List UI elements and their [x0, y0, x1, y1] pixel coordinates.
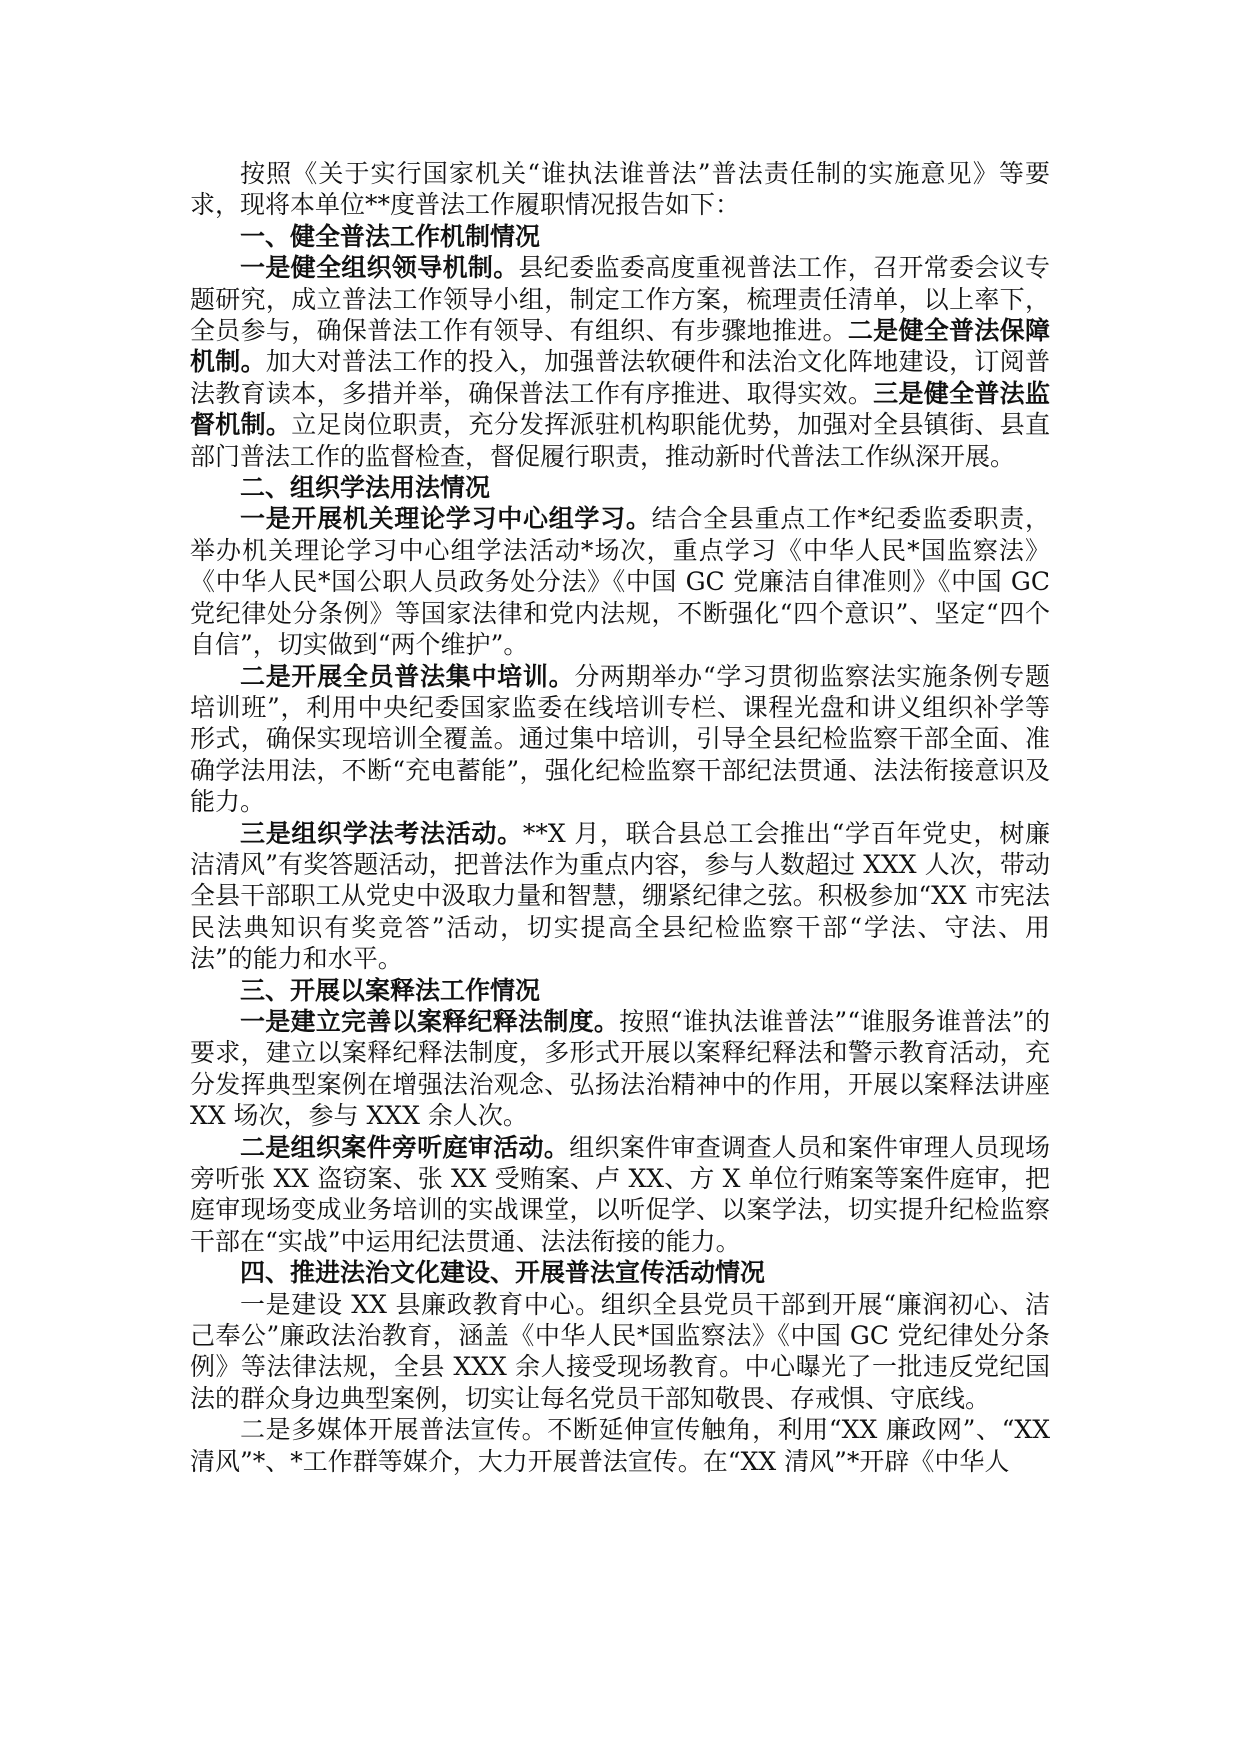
- section-heading-1: 一、健全普法工作机制情况: [240, 221, 541, 251]
- body-text: 立足岗位职责，充分发挥派驻机构职能优势，加强对全县镇街、县直部门普法工作的监督检查，督促履行职责，推动新时代普法工作纵深开展。: [190, 410, 1050, 471]
- bold-lead: 一是建立完善以案释纪释法制度。: [240, 1006, 620, 1036]
- body-text: 加大对普法工作的投入，加强普法软硬件和法治文化阵地建设，订阅普法教育读本，多措并举，确保普法工作有序推进、取得实效。: [190, 347, 1050, 408]
- bold-lead: 二是健全普法保障机制。: [190, 316, 1050, 377]
- section-4-paragraph-1: 一是建设 XX 县廉政教育中心。组织全县党员干部到开展“廉润初心、洁己奉公”廉政法治教育，涵盖《中华人民*国监察法》《中国 GC 党纪律处分条例》等法律法规，全县 XXX 余人接受现场教育。中心曝光了一批违反党纪国法的群众身边典型案例，切实让每名党员干部知敬畏、存戒惧、守底线。: [190, 1289, 1050, 1413]
- intro-paragraph: 按照《关于实行国家机关“谁执法谁普法”普法责任制的实施意见》等要求，现将本单位**度普法工作履职情况报告如下：: [190, 159, 1050, 220]
- body-text: 县纪委监委高度重视普法工作，召开常委会议专题研究，成立普法工作领导小组，制定工作方案，梳理责任清单，以上率下，全员参与，确保普法工作有领导、有组织、有步骤地推进。: [190, 253, 1050, 346]
- document-body: [190, 158, 1050, 1477]
- body-text: 组织案件审查调查人员和案件审理人员现场旁听张 XX 盗窃案、张 XX 受贿案、卢 XX、方 X 单位行贿案等案件庭审，把庭审现场变成业务培训的实战课堂，以听促学、以案学法，切实提升纪检监察干部在“实战”中运用纪法贯通、法法衔接的能力。: [190, 1132, 1050, 1256]
- bold-lead: 三是组织学法考法活动。: [240, 818, 523, 848]
- bold-lead: 一是开展机关理论学习中心组学习。: [240, 504, 652, 534]
- bold-lead: 一是健全组织领导机制。: [240, 253, 519, 283]
- section-3-paragraph-2: [190, 1132, 1050, 1258]
- body-text: 分两期举办“学习贯彻监察法实施条例专题培训班”，利用中央纪委国家监委在线培训专栏、课程光盘和讲义组织补学等形式，确保实现培训全覆盖。通过集中培训，引导全县纪检监察干部全面、准确学法用法，不断“充电蓄能”，强化纪检监察干部纪法贯通、法法衔接意识及能力。: [190, 661, 1050, 817]
- section-3-paragraph-1: [190, 1006, 1050, 1132]
- section-1-paragraph: [190, 252, 1050, 472]
- section-2-paragraph-2: [190, 661, 1050, 818]
- body-text: 按照“谁执法谁普法”“谁服务谁普法”的要求，建立以案释纪释法制度，多形式开展以案释纪释法和警示教育活动，充分发挥典型案例在增强法治观念、弘扬法治精神中的作用，开展以案释法讲座 XX 场次，参与 XXX 余人次。: [190, 1006, 1050, 1131]
- section-4-paragraph-2: 二是多媒体开展普法宣传。不断延伸宣传触角，利用“XX 廉政网”、“XX 清风”*、*工作群等媒介，大力开展普法宣传。在“XX 清风”*开辟《中华人: [190, 1415, 1050, 1476]
- section-2-paragraph-1: [190, 503, 1050, 660]
- bold-lead: 二是开展全员普法集中培训。: [240, 661, 575, 691]
- section-2-paragraph-3: [190, 818, 1050, 975]
- section-heading-4: 四、推进法治文化建设、开展普法宣传活动情况: [240, 1258, 766, 1288]
- section-heading-2: 二、组织学法用法情况: [240, 473, 491, 503]
- section-heading-3: 三、开展以案释法工作情况: [240, 975, 541, 1005]
- body-text: 结合全县重点工作*纪委监委职责，举办机关理论学习中心组学法活动*场次，重点学习《中华人民*国监察法》《中华人民*国公职人员政务处分法》《中国 GC 党廉洁自律准则》《中国 GC 党纪律处分条例》等国家法律和党内法规，不断强化“四个意识”、坚定“四个自信”，切实做到“两个维护”。: [190, 504, 1050, 660]
- bold-lead: 三是健全普法监督机制。: [190, 378, 1050, 440]
- body-text: **X 月，联合县总工会推出“学百年党史，树廉洁清风”有奖答题活动，把普法作为重点内容，参与人数超过 XXX 人次，带动全县干部职工从党史中汲取力量和智慧，绷紧纪律之弦。积极参加“XX 市宪法民法典知识有奖竞答”活动，切实提高全县纪检监察干部“学法、守法、用法”的能力和水平。: [190, 818, 1050, 974]
- bold-lead: 二是组织案件旁听庭审活动。: [240, 1132, 570, 1162]
